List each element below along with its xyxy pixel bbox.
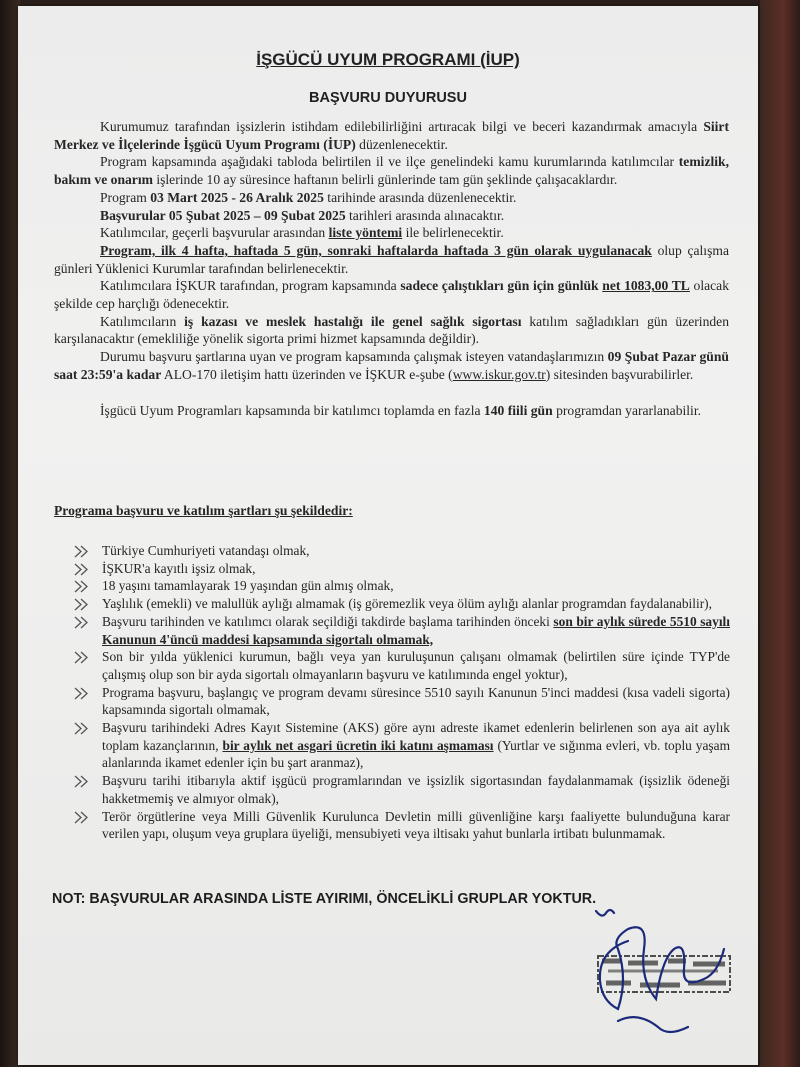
- document-title: İŞGÜCÜ UYUM PROGRAMI (İUP): [256, 50, 520, 69]
- paragraph-how-to-apply: Durumu başvuru şartlarına uyan ve program kapsamında çalışmak isteyen vatandaşlarımızın 09 Şubat Pazar günü saat 23:59'a kadar ALO-170 iletişim hattı üzerinden ve İŞKUR e-şube (www.iskur.gov.tr) sitesinden başvurabilirler.: [54, 349, 729, 382]
- condition-item: Başvuru tarihinden ve katılımcı olarak seçildiği takdirde başlama tarihinden önceki son bir aylık sürede 5510 sayılı Kanunun 4'üncü maddesi kapsamında sigortalı olmamak,: [74, 613, 730, 648]
- conditions-list: [74, 542, 730, 843]
- paragraph-intro: Kurumumuz tarafından işsizlerin istihdam edilebilirliğini artıracak bilgi ve beceri kazandırmak amacıyla Siirt Merkez ve İlçelerinde İşgücü Uyum Programı (İUP) düzenlenecektir.: [54, 119, 729, 152]
- background-left: [0, 0, 20, 1067]
- arrow-bullet-icon: [74, 775, 88, 788]
- signature-stamp: [578, 901, 748, 1051]
- arrow-bullet-icon: [74, 651, 88, 664]
- condition-item: Türkiye Cumhuriyeti vatandaşı olmak,: [74, 542, 730, 560]
- announcement-body: [54, 118, 729, 419]
- condition-item: Başvuru tarihi itibarıyla aktif işgücü programlarından ve işsizlik sigortasından faydalanmamak (işsizlik ödeneği hakketmemiş ve almıyor olmak),: [74, 772, 730, 807]
- paragraph-scope: Program kapsamında aşağıdaki tabloda belirtilen il ve ilçe genelindeki kamu kurumlarında katılımcılar temizlik, bakım ve onarım işlerinde 10 ay süresince haftanın belirli günlerinde tam gün şeklinde çalışacaklardır.: [54, 154, 729, 188]
- arrow-bullet-icon: [74, 616, 88, 629]
- condition-item: Son bir yılda yüklenici kurumun, bağlı veya yan kuruluşunun çalışanı olmamak (belirtilen süre içinde TYP'de çalışmış olup son bir ayda sigortalı olmayanların başvuru ve katılımında engel yoktur),: [74, 648, 730, 683]
- paragraph-selection-method: Katılımcılar, geçerli başvurular arasından liste yöntemi ile belirlenecektir.: [100, 225, 504, 241]
- condition-item: 18 yaşını tamamlayarak 19 yaşından gün almış olmak,: [74, 577, 730, 595]
- paragraph-insurance: Katılımcıların iş kazası ve meslek hastalığı ile genel sağlık sigortası katılım sağladıkları gün üzerinden karşılanacaktır (emekliliğe yönelik sigorta primi hizmet kapsamında değildir).: [54, 313, 729, 347]
- arrow-bullet-icon: [74, 722, 88, 735]
- note-text: NOT: BAŞVURULAR ARASINDA LİSTE AYIRIMI, ÖNCELİKLİ GRUPLAR YOKTUR.: [52, 891, 597, 907]
- paragraph-program-dates: Program 03 Mart 2025 - 26 Aralık 2025 tarihinde arasında düzenlenecektir.: [100, 189, 517, 205]
- condition-item: İŞKUR'a kayıtlı işsiz olmak,: [74, 560, 730, 578]
- arrow-bullet-icon: [74, 580, 88, 593]
- document-page: [18, 6, 758, 1065]
- condition-item: Terör örgütlerine veya Milli Güvenlik Kurulunca Devletin milli güvenliğine karşı faaliyette bulunduğuna karar verilen yapı, oluşum veya gruplara üyeliği, mensubiyeti veya iltisakı yahut bunlarla irtibatı bulunmamak.: [74, 808, 730, 843]
- arrow-bullet-icon: [74, 563, 88, 576]
- iskur-website-link[interactable]: www.iskur.gov.tr: [452, 366, 546, 382]
- paragraph-schedule: Program, ilk 4 hafta, haftada 5 gün, sonraki haftalarda haftada 3 gün olarak uygulanacak olup çalışma günleri Yüklenici Kurumlar tarafından belirlenecektir.: [54, 242, 729, 276]
- condition-item: Yaşlılık (emekli) ve malullük aylığı almamak (iş göremezlik veya ölüm aylığı alanlar programdan faydalanabilir),: [74, 595, 730, 613]
- arrow-bullet-icon: [74, 811, 88, 824]
- paragraph-allowance: Katılımcılara İŞKUR tarafından, program kapsamında sadece çalıştıkları gün için günlük net 1083,00 TL olacak şekilde cep harçlığı ödenecektir.: [54, 278, 729, 312]
- arrow-bullet-icon: [74, 598, 88, 611]
- paragraph-max-days: İşgücü Uyum Programları kapsamında bir katılımcı toplamda en fazla 140 fiili gün programdan yararlanabilir.: [100, 402, 702, 418]
- paragraph-application-dates: Başvurular 05 Şubat 2025 – 09 Şubat 2025 tarihleri arasında alınacaktır.: [100, 207, 505, 223]
- arrow-bullet-icon: [74, 687, 88, 700]
- document-subtitle: BAŞVURU DUYURUSU: [309, 90, 467, 106]
- condition-item: Programa başvuru, başlangıç ve program devamı süresince 5510 sayılı Kanunun 5'inci maddesi (kısa vadeli sigorta) kapsamında sigortalı olmamak,: [74, 684, 730, 719]
- condition-item: Başvuru tarihindeki Adres Kayıt Sistemine (AKS) göre aynı adreste ikamet edenlerin belirlenen son aya ait aylık toplam kazançlarının, bir aylık net asgari ücretin iki katını aşmaması (Yurtlar ve sığınma evleri, vb. toplu yaşam alanlarında ikamet edenler için bu şart aranmaz),: [74, 719, 730, 772]
- conditions-heading: Programa başvuru ve katılım şartları şu şekildedir:: [54, 503, 353, 518]
- background-right: [760, 0, 800, 1067]
- arrow-bullet-icon: [74, 545, 88, 558]
